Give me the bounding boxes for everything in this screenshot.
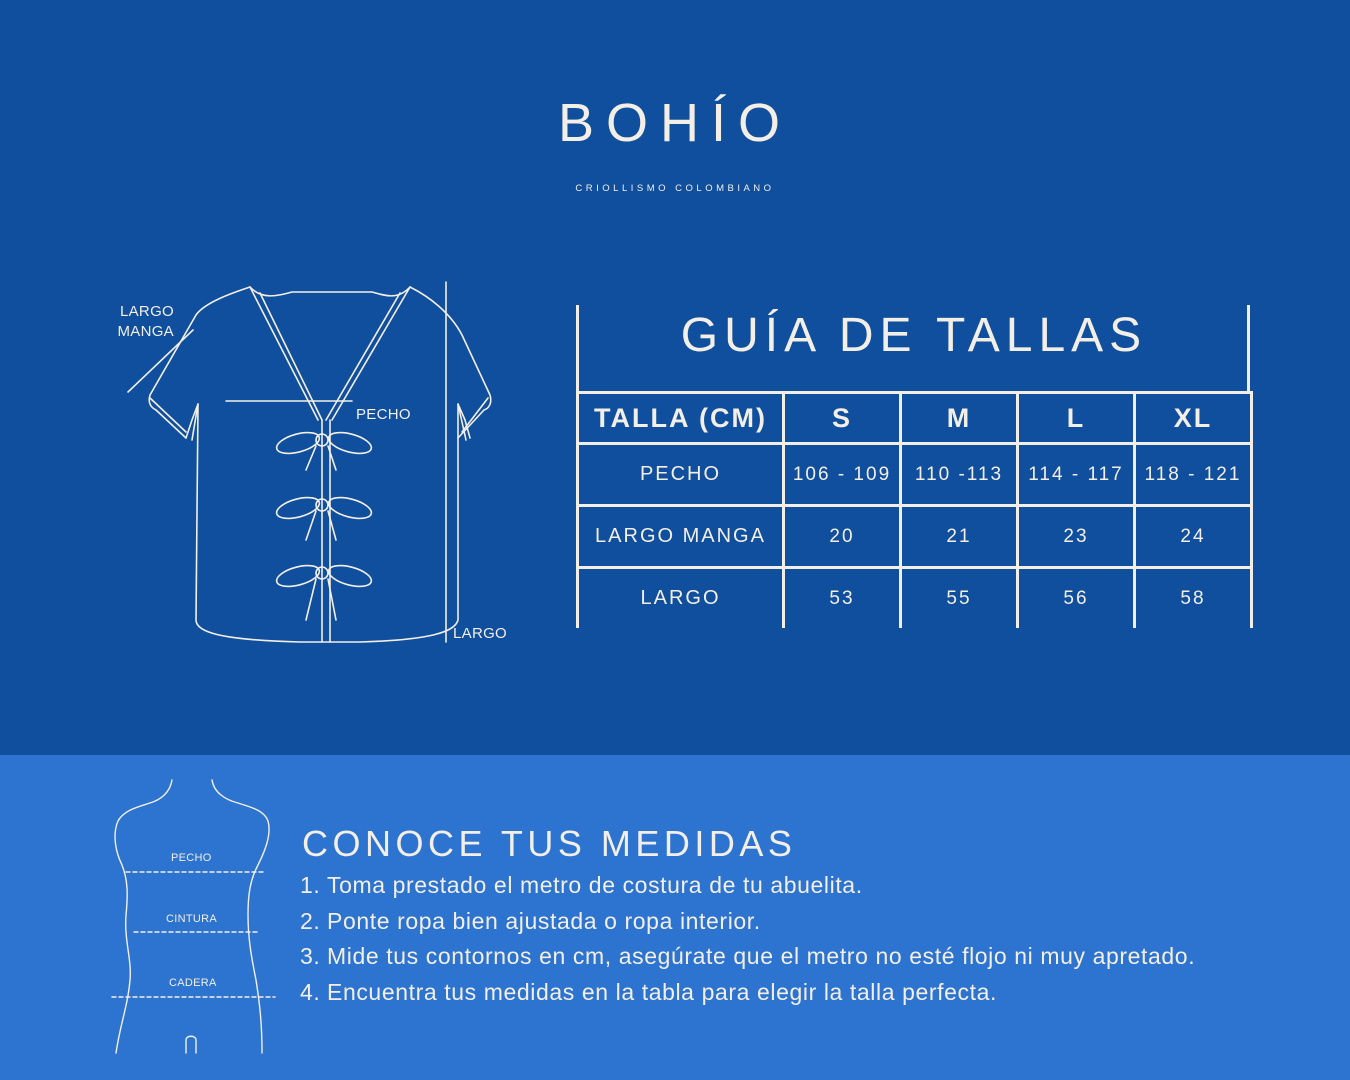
size-guide-title: GUÍA DE TALLAS — [680, 309, 1148, 362]
header-size-l: L — [1018, 393, 1135, 444]
table-row — [578, 568, 1252, 629]
step-text: Ponte ropa bien ajustada o ropa interior. — [327, 907, 761, 934]
table-row — [578, 444, 1252, 506]
step-number: 3. — [300, 943, 321, 969]
header-size-label: TALLA (CM) — [578, 393, 784, 444]
row-label-chest: PECHO — [578, 444, 784, 506]
body-waist-label: CINTURA — [166, 913, 217, 925]
body-chest-label: PECHO — [171, 852, 212, 864]
size-table-header — [578, 393, 1252, 444]
body-hip-label: CADERA — [169, 977, 217, 989]
list-item — [300, 975, 1195, 1011]
body-figure-icon — [0, 755, 300, 1080]
size-table — [576, 391, 1253, 628]
title-rule-left — [576, 305, 579, 391]
list-item — [300, 904, 1195, 940]
table-cell: 106 - 109 — [784, 444, 901, 506]
table-cell: 55 — [901, 568, 1018, 629]
measure-steps — [300, 868, 1195, 1010]
measure-title: CONOCE TUS MEDIDAS — [302, 823, 797, 864]
step-text: Encuentra tus medidas en la tabla para elegir la talla perfecta. — [327, 978, 998, 1005]
table-cell: 114 - 117 — [1018, 444, 1135, 506]
table-row — [578, 506, 1252, 568]
step-number: 2. — [300, 907, 321, 934]
step-number: 1. — [300, 872, 321, 898]
row-label-length: LARGO — [578, 568, 784, 629]
table-cell: 23 — [1018, 506, 1135, 568]
table-cell: 53 — [784, 568, 901, 629]
step-number: 4. — [300, 978, 321, 1005]
sleeve-length-label-line1: LARGO — [119, 303, 174, 320]
table-cell: 56 — [1018, 568, 1135, 629]
table-cell: 110 -113 — [901, 444, 1018, 506]
table-cell: 58 — [1135, 568, 1252, 629]
length-label: LARGO — [453, 625, 508, 642]
sleeve-length-label — [100, 302, 174, 342]
step-text: Toma prestado el metro de costura de tu abuelita. — [327, 872, 863, 898]
header-size-m: M — [901, 393, 1018, 444]
list-item — [300, 939, 1195, 975]
table-cell: 118 - 121 — [1135, 444, 1252, 506]
header-size-s: S — [784, 393, 901, 444]
list-item — [300, 868, 1195, 904]
table-cell: 20 — [784, 506, 901, 568]
sleeve-length-label-line2: MANGA — [117, 323, 174, 340]
header-size-xl: XL — [1135, 393, 1252, 444]
table-cell: 21 — [901, 506, 1018, 568]
brand-tagline: CRIOLLISMO COLOMBIANO — [575, 183, 775, 194]
chest-label: PECHO — [356, 406, 411, 423]
brand-logo: BOHÍO — [557, 93, 793, 153]
table-cell: 24 — [1135, 506, 1252, 568]
step-text: Mide tus contornos en cm, asegúrate que el metro no esté flojo ni muy apretado. — [327, 943, 1196, 969]
row-label-sleeve: LARGO MANGA — [578, 506, 784, 568]
